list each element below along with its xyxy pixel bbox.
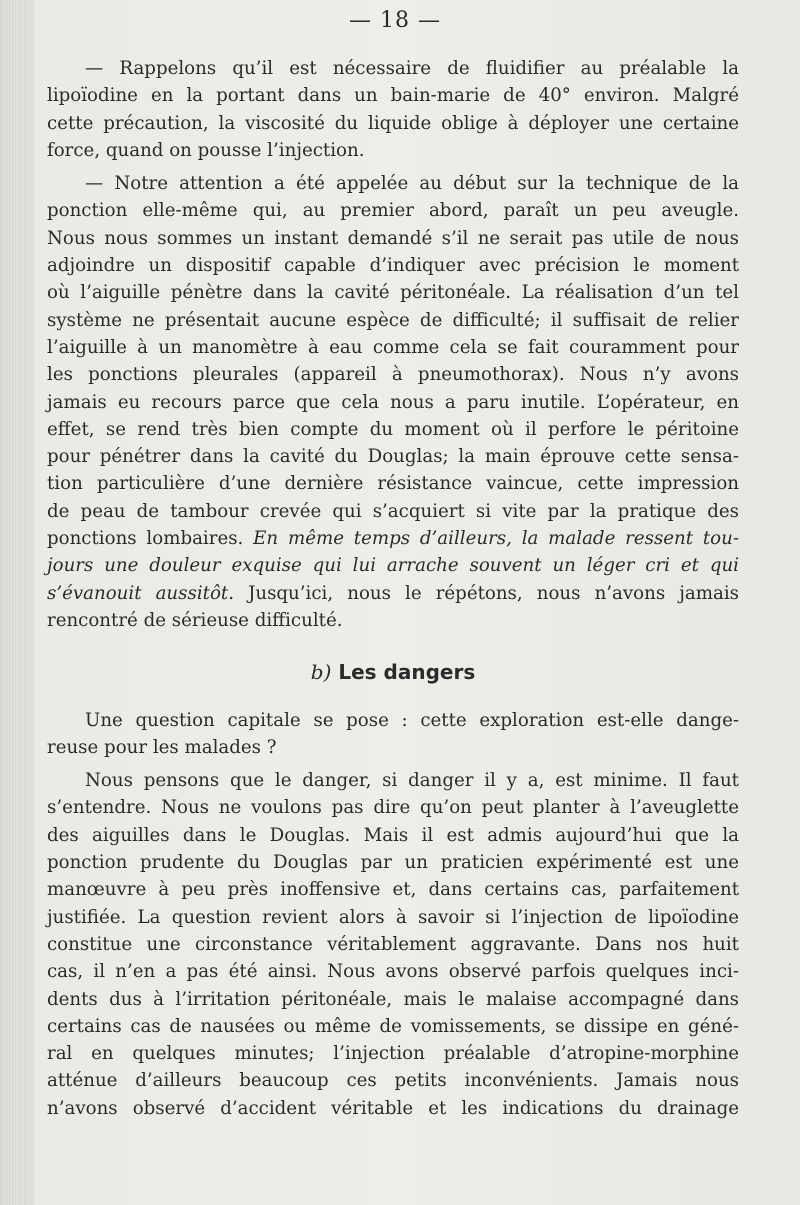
text-line: dents dus à l’irritation péritonéale, mais le malaise accompagné dans bbox=[47, 988, 739, 1010]
text-line: s’entendre. Nous ne voulons pas dire qu’on peut planter à l’aveuglette bbox=[47, 797, 739, 819]
paragraph-3 bbox=[47, 707, 739, 762]
text-line: les ponctions pleurales (appareil à pneumothorax). Nous n’y avons bbox=[47, 364, 739, 386]
text-line: ponction elle-même qui, au premier abord, paraît un peu aveugle. bbox=[47, 200, 739, 222]
text-line bbox=[47, 580, 739, 607]
text-line: de peau de tambour crevée qui s’acquiert si vite par la pratique des bbox=[47, 500, 739, 522]
section-heading bbox=[47, 659, 739, 686]
text-line: lipoïodine en la portant dans un bain-marie de 40° environ. Malgré bbox=[47, 85, 739, 107]
text-line bbox=[47, 552, 739, 579]
text-line: justifiée. La question revient alors à savoir si l’injection de lipoïodine bbox=[47, 906, 739, 928]
italic-text-run: jours une douleur exquise qui lui arrache souvent un léger cri et qui bbox=[47, 555, 739, 577]
text-line: système ne présentait aucune espèce de difficulté; il suffisait de relier bbox=[47, 309, 739, 331]
text-line: Nous pensons que le danger, si danger il y a, est minime. Il faut bbox=[85, 770, 739, 792]
text-line: force, quand on pousse l’injection. bbox=[47, 139, 365, 161]
text-run: Jusqu’ici, nous le répétons, nous n’avons jamais bbox=[233, 582, 739, 604]
text-line: atténue d’ailleurs beaucoup ces petits inconvénients. Jamais nous bbox=[47, 1070, 739, 1092]
text-line: ral en quelques minutes; l’injection préalable d’atropine-morphine bbox=[47, 1043, 739, 1065]
text-line: rencontré de sérieuse difficulté. bbox=[47, 609, 343, 631]
text-line: des aiguilles dans le Douglas. Mais il est admis aujourd’hui que la bbox=[47, 824, 739, 846]
paragraph-2 bbox=[47, 170, 739, 634]
text-line: Une question capitale se pose : cette exploration est-elle dange- bbox=[85, 709, 739, 731]
book-binding-edge bbox=[0, 0, 34, 1205]
page-number: — 18 — bbox=[349, 8, 441, 33]
italic-text-run: s’évanouit aussitôt. bbox=[47, 582, 234, 604]
paragraph-4 bbox=[47, 767, 739, 1122]
italic-text-run: En même temps d’ailleurs, la malade ressent tou- bbox=[253, 528, 739, 550]
text-line: n’avons observé d’accident véritable et les indications du drainage bbox=[47, 1097, 739, 1119]
text-line: ponction prudente du Douglas par un praticien expérimenté est une bbox=[47, 852, 739, 874]
text-line: cette précaution, la viscosité du liquide oblige à déployer une certaine bbox=[47, 112, 739, 134]
text-line: certains cas de nausées ou même de vomissements, se dissipe en géné- bbox=[47, 1015, 739, 1037]
text-line: tion particulière d’une dernière résistance vaincue, cette impression bbox=[47, 473, 739, 495]
text-line: constitue une circonstance véritablement aggravante. Dans nos huit bbox=[47, 933, 739, 955]
text-line: adjoindre un dispositif capable d’indiquer avec précision le moment bbox=[47, 255, 739, 277]
section-letter: b) bbox=[310, 660, 332, 685]
section-title: Les dangers bbox=[338, 660, 476, 685]
text-line: cas, il n’en a pas été ainsi. Nous avons observé parfois quelques inci- bbox=[47, 961, 739, 983]
body-text bbox=[47, 55, 739, 1122]
text-line: pour pénétrer dans la cavité du Douglas; la main éprouve cette sensa- bbox=[47, 446, 739, 468]
text-line: — Notre attention a été appelée au début sur la technique de la bbox=[85, 173, 739, 195]
text-line: jamais eu recours parce que cela nous a paru inutile. L’opérateur, en bbox=[47, 391, 739, 413]
text-line: où l’aiguille pénètre dans la cavité péritonéale. La réalisation d’un tel bbox=[47, 282, 739, 304]
text-line bbox=[47, 525, 739, 552]
text-line: Nous nous sommes un instant demandé s’il ne serait pas utile de nous bbox=[47, 227, 739, 249]
text-line: manœuvre à peu près inoffensive et, dans certains cas, parfaitement bbox=[47, 879, 739, 901]
text-line: l’aiguille à un manomètre à eau comme cela se fait couramment pour bbox=[47, 336, 739, 358]
text-run: ponctions lombaires. bbox=[47, 528, 254, 550]
paragraph-1 bbox=[47, 55, 739, 164]
text-line: — Rappelons qu’il est nécessaire de fluidifier au préalable la bbox=[85, 58, 739, 79]
text-line: effet, se rend très bien compte du moment où il perfore le péritoine bbox=[47, 418, 739, 440]
text-line: reuse pour les malades ? bbox=[47, 736, 277, 758]
